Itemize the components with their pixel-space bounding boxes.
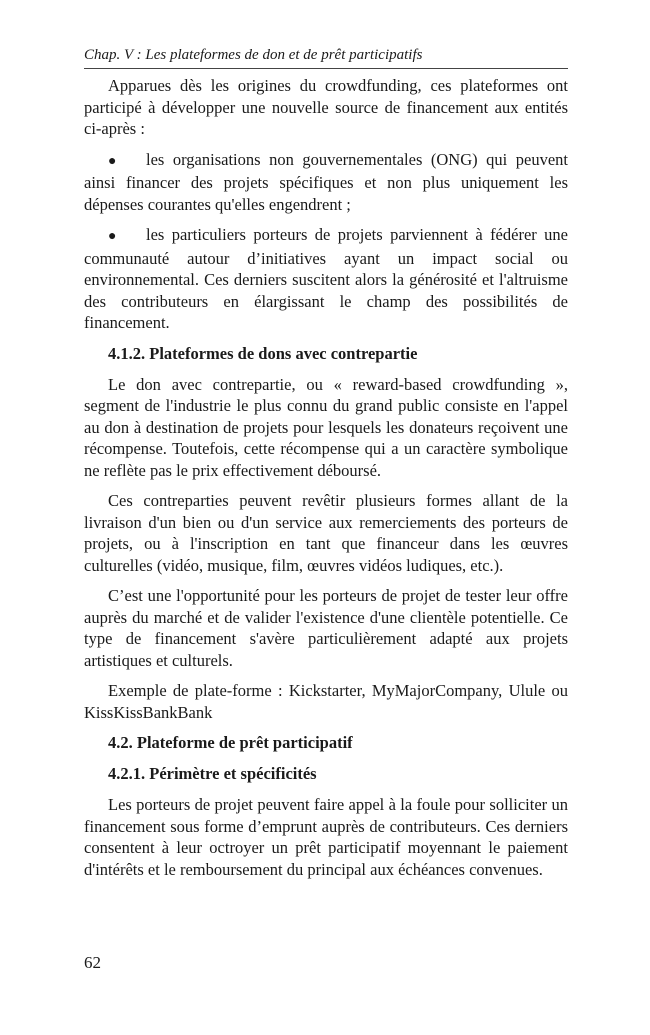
section-heading-4-2: 4.2. Plateforme de prêt participatif xyxy=(108,733,353,752)
paragraph-exemples: Exemple de plate-forme : Kickstarter, MyMajorCompany, Ulule ou KissKissBankBank xyxy=(84,681,568,722)
running-header: Chap. V : Les plateformes de don et de prêt participatifs xyxy=(84,44,568,69)
bullet-item-ong xyxy=(84,149,568,216)
section-heading-4-1-2: 4.1.2. Plateformes de dons avec contrepartie xyxy=(108,343,418,363)
bullet-icon: ● xyxy=(108,153,117,169)
bullet-icon: ● xyxy=(108,229,117,244)
page-body xyxy=(84,44,568,880)
bullet-item-particuliers xyxy=(84,224,568,334)
paragraph-pret-participatif: Les porteurs de projet peuvent faire appel à la foule pour solliciter un financement sous forme d’emprunt auprès de contributeurs. Ces derniers consentent à leur octroyer un prêt participatif moyennant le paiement d'intérêts et le remboursement du principal aux échéances convenues. xyxy=(84,795,568,879)
intro-paragraph: Apparues dès les origines du crowdfunding, ces plateformes ont participé à développer une nouvelle source de financement aux entités ci-après : xyxy=(84,76,568,138)
bullet-text: les particuliers porteurs de projets parviennent à fédérer une communauté autour d’initiatives ayant un impact social ou environnemental. Ces derniers suscitent alors la générosité et l'altruisme des contributeurs en élargissant le champ des possibilités de financement. xyxy=(84,225,568,332)
paragraph-reward-based: Le don avec contrepartie, ou « reward-based crowdfunding », segment de l'industrie le plus connu du grand public consiste en l'appel au don à destination de projets pour lesquels les donateurs reçoivent une récompense. Toutefois, cette récompense qui a un caractère symbolique ne reflète pas le prix effectivement déboursé. xyxy=(84,374,568,480)
paragraph-opportunite: C’est une l'opportunité pour les porteurs de projet de tester leur offre auprès du marché et de valider l'existence d'une clientèle potentielle. Ce type de financement s'avère particulièrement adapté aux projets artistiques et culturels. xyxy=(84,586,568,670)
page-number: 62 xyxy=(84,953,101,972)
section-heading-4-2-1: 4.2.1. Périmètre et spécificités xyxy=(108,764,317,783)
paragraph-contreparties: Ces contreparties peuvent revêtir plusieurs formes allant de la livraison d'un bien ou d'un service aux remerciements des porteurs de projets, ou à l'inscription en tant que financeur dans les œuvres culturelles (vidéo, musique, film, œuvres vidéos ludiques, etc.). xyxy=(84,491,568,575)
bullet-text: les organisations non gouvernementales (ONG) qui peuvent ainsi financer des projets spécifiques et non plus uniquement les dépenses courantes qu'elles engendrent ; xyxy=(84,149,568,214)
